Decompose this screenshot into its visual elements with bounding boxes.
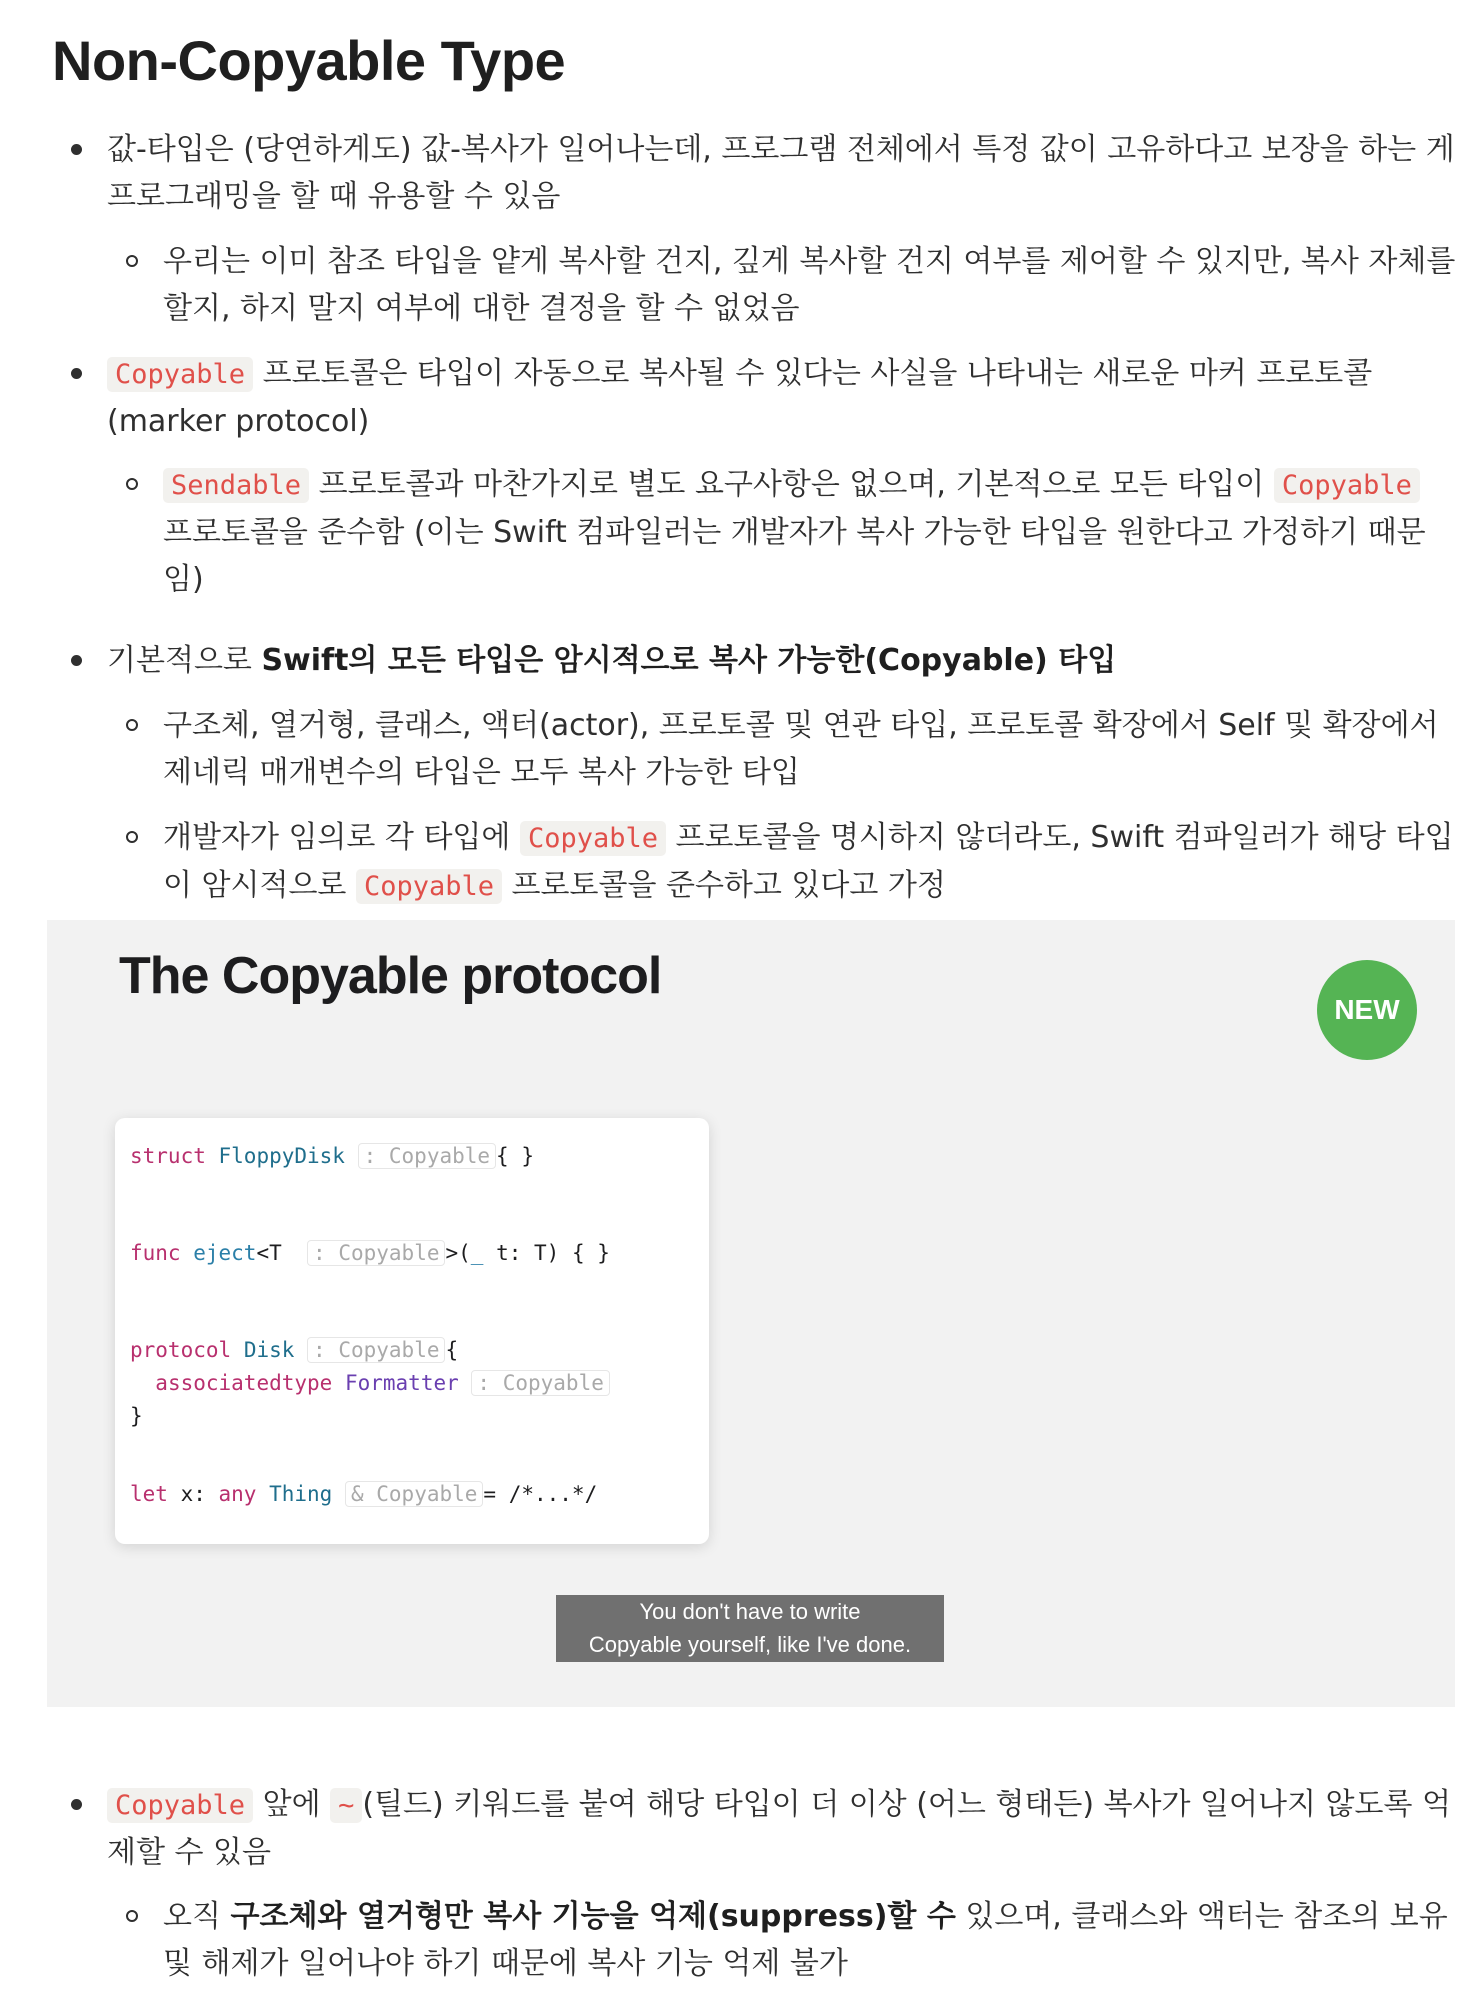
code-keyword: func (130, 1241, 181, 1265)
caption-line: Copyable yourself, like I've done. (588, 1632, 912, 1657)
inline-code: Sendable (163, 468, 309, 503)
caption-line: You don't have to write (639, 1599, 861, 1624)
bullet-text: 구조체, 열거형, 클래스, 액터(actor), 프로토콜 및 연관 타입, 프로토콜 확장에서 Self 및 확장에서 제네릭 매개변수의 타입은 모두 복사 가능한 타입 (163, 708, 1439, 790)
code-line-let (130, 1478, 597, 1511)
code-implicit-copyable: : Copyable (471, 1370, 609, 1396)
bold-text: Swift의 모든 타입은 암시적으로 복사 가능한(Copyable) 타입 (261, 643, 1117, 678)
code-text: { (445, 1338, 459, 1362)
code-type: Disk (243, 1338, 295, 1362)
code-text: = /*...*/ (483, 1482, 598, 1506)
bullet-text: 있으며, 클래스와 액터는 참조의 보유 및 해제가 일어나야 하기 때문에 복사 기능 억제 불가 (163, 1899, 1448, 1981)
sub-bullet-type-kinds (163, 702, 1458, 796)
code-text: x: (167, 1482, 219, 1506)
bullet-tilde-suppress (107, 1781, 1462, 1876)
code-type: Formatter (344, 1371, 459, 1395)
code-text: <T (256, 1241, 295, 1265)
bullet-text: 프로토콜을 준수함 (이는 Swift 컴파일러는 개발자가 복사 가능한 타입을 원한다고 가정하기 때문임) (163, 515, 1426, 597)
inline-code: Copyable (107, 357, 253, 392)
code-keyword: associatedtype (155, 1371, 333, 1395)
code-keyword: struct (130, 1144, 206, 1168)
code-type: Thing (269, 1482, 333, 1506)
bullet-text: 앞에 (253, 1787, 331, 1822)
code-text: t: T) { } (483, 1241, 610, 1265)
bullet-text: 값-타입은 (당연하게도) 값-복사가 일어나는데, 프로그램 전체에서 특정 값이 고유하다고 보장을 하는 게 프로그래밍을 할 때 유용할 수 있음 (107, 132, 1455, 214)
copyable-protocol-slide (47, 920, 1455, 1707)
code-card (115, 1118, 709, 1544)
inline-code: Copyable (107, 1788, 253, 1823)
code-line-close-brace (130, 1400, 143, 1433)
bold-text: 구조체와 열거형만 복사 기능을 억제(suppress)할 수 (230, 1899, 956, 1934)
bullet-text: 기본적으로 (107, 643, 262, 678)
sub-bullet-compiler-assumes (163, 814, 1458, 910)
code-underscore: _ (470, 1241, 484, 1265)
code-type: FloppyDisk (218, 1144, 345, 1168)
code-keyword: any (218, 1482, 257, 1506)
bullet-text: 프로토콜을 준수하고 있다고 가정 (502, 868, 946, 903)
new-badge: NEW (1317, 960, 1417, 1060)
inline-code: Copyable (520, 821, 666, 856)
bullet-text: 개발자가 임의로 각 타입에 (163, 820, 520, 855)
bullet-text: 우리는 이미 참조 타입을 얕게 복사할 건지, 깊게 복사할 건지 여부를 제어할 수 있지만, 복사 자체를 할지, 하지 말지 여부에 대한 결정을 할 수 없었음 (163, 244, 1456, 326)
page-title: Non-Copyable Type (52, 29, 566, 92)
bullet-text: (틸드) 키워드를 붙여 해당 타입이 더 이상 (어느 형태든) 복사가 일어나지 않도록 억제할 수 있음 (107, 1787, 1451, 1870)
inline-code: Copyable (356, 869, 502, 904)
inline-code: Copyable (1274, 468, 1420, 503)
code-line-protocol (130, 1334, 458, 1367)
sub-bullet-struct-enum-only (163, 1893, 1458, 1987)
bullet-text: 프로토콜과 마찬가지로 별도 요구사항은 없으며, 기본적으로 모든 타입이 (309, 467, 1274, 502)
code-text: >( (445, 1241, 471, 1265)
bullet-value-types (107, 126, 1462, 220)
slide-title: The Copyable protocol (119, 947, 662, 1005)
bullet-text: 프로토콜을 명시하지 않더라도, Swift 컴파일러가 해당 타입이 암시적으로 (163, 820, 1454, 903)
code-text: } (130, 1404, 143, 1428)
code-implicit-copyable: : Copyable (358, 1143, 496, 1169)
bullet-text: 프로토콜은 타입이 자동으로 복사될 수 있다는 사실을 나타내는 새로운 마커 프로토콜(marker protocol) (107, 356, 1373, 439)
code-implicit-copyable: : Copyable (307, 1240, 445, 1266)
code-function: eject (193, 1241, 257, 1265)
bullet-implicit-copyable (107, 637, 1462, 684)
code-line-struct (130, 1140, 534, 1173)
sub-bullet-sendable (163, 461, 1458, 603)
bullet-copyable-protocol (107, 350, 1462, 445)
code-implicit-copyable: & Copyable (345, 1481, 483, 1507)
code-implicit-copyable: : Copyable (307, 1337, 445, 1363)
code-keyword: let (130, 1482, 168, 1506)
video-caption (556, 1595, 944, 1662)
inline-code: ~ (330, 1788, 362, 1823)
bullet-text: 오직 (163, 1899, 231, 1934)
sub-bullet-copy-control (163, 238, 1458, 332)
code-line-func (130, 1237, 610, 1270)
code-keyword: protocol (130, 1338, 232, 1362)
code-line-associatedtype (130, 1367, 610, 1400)
code-text: { } (496, 1144, 534, 1168)
